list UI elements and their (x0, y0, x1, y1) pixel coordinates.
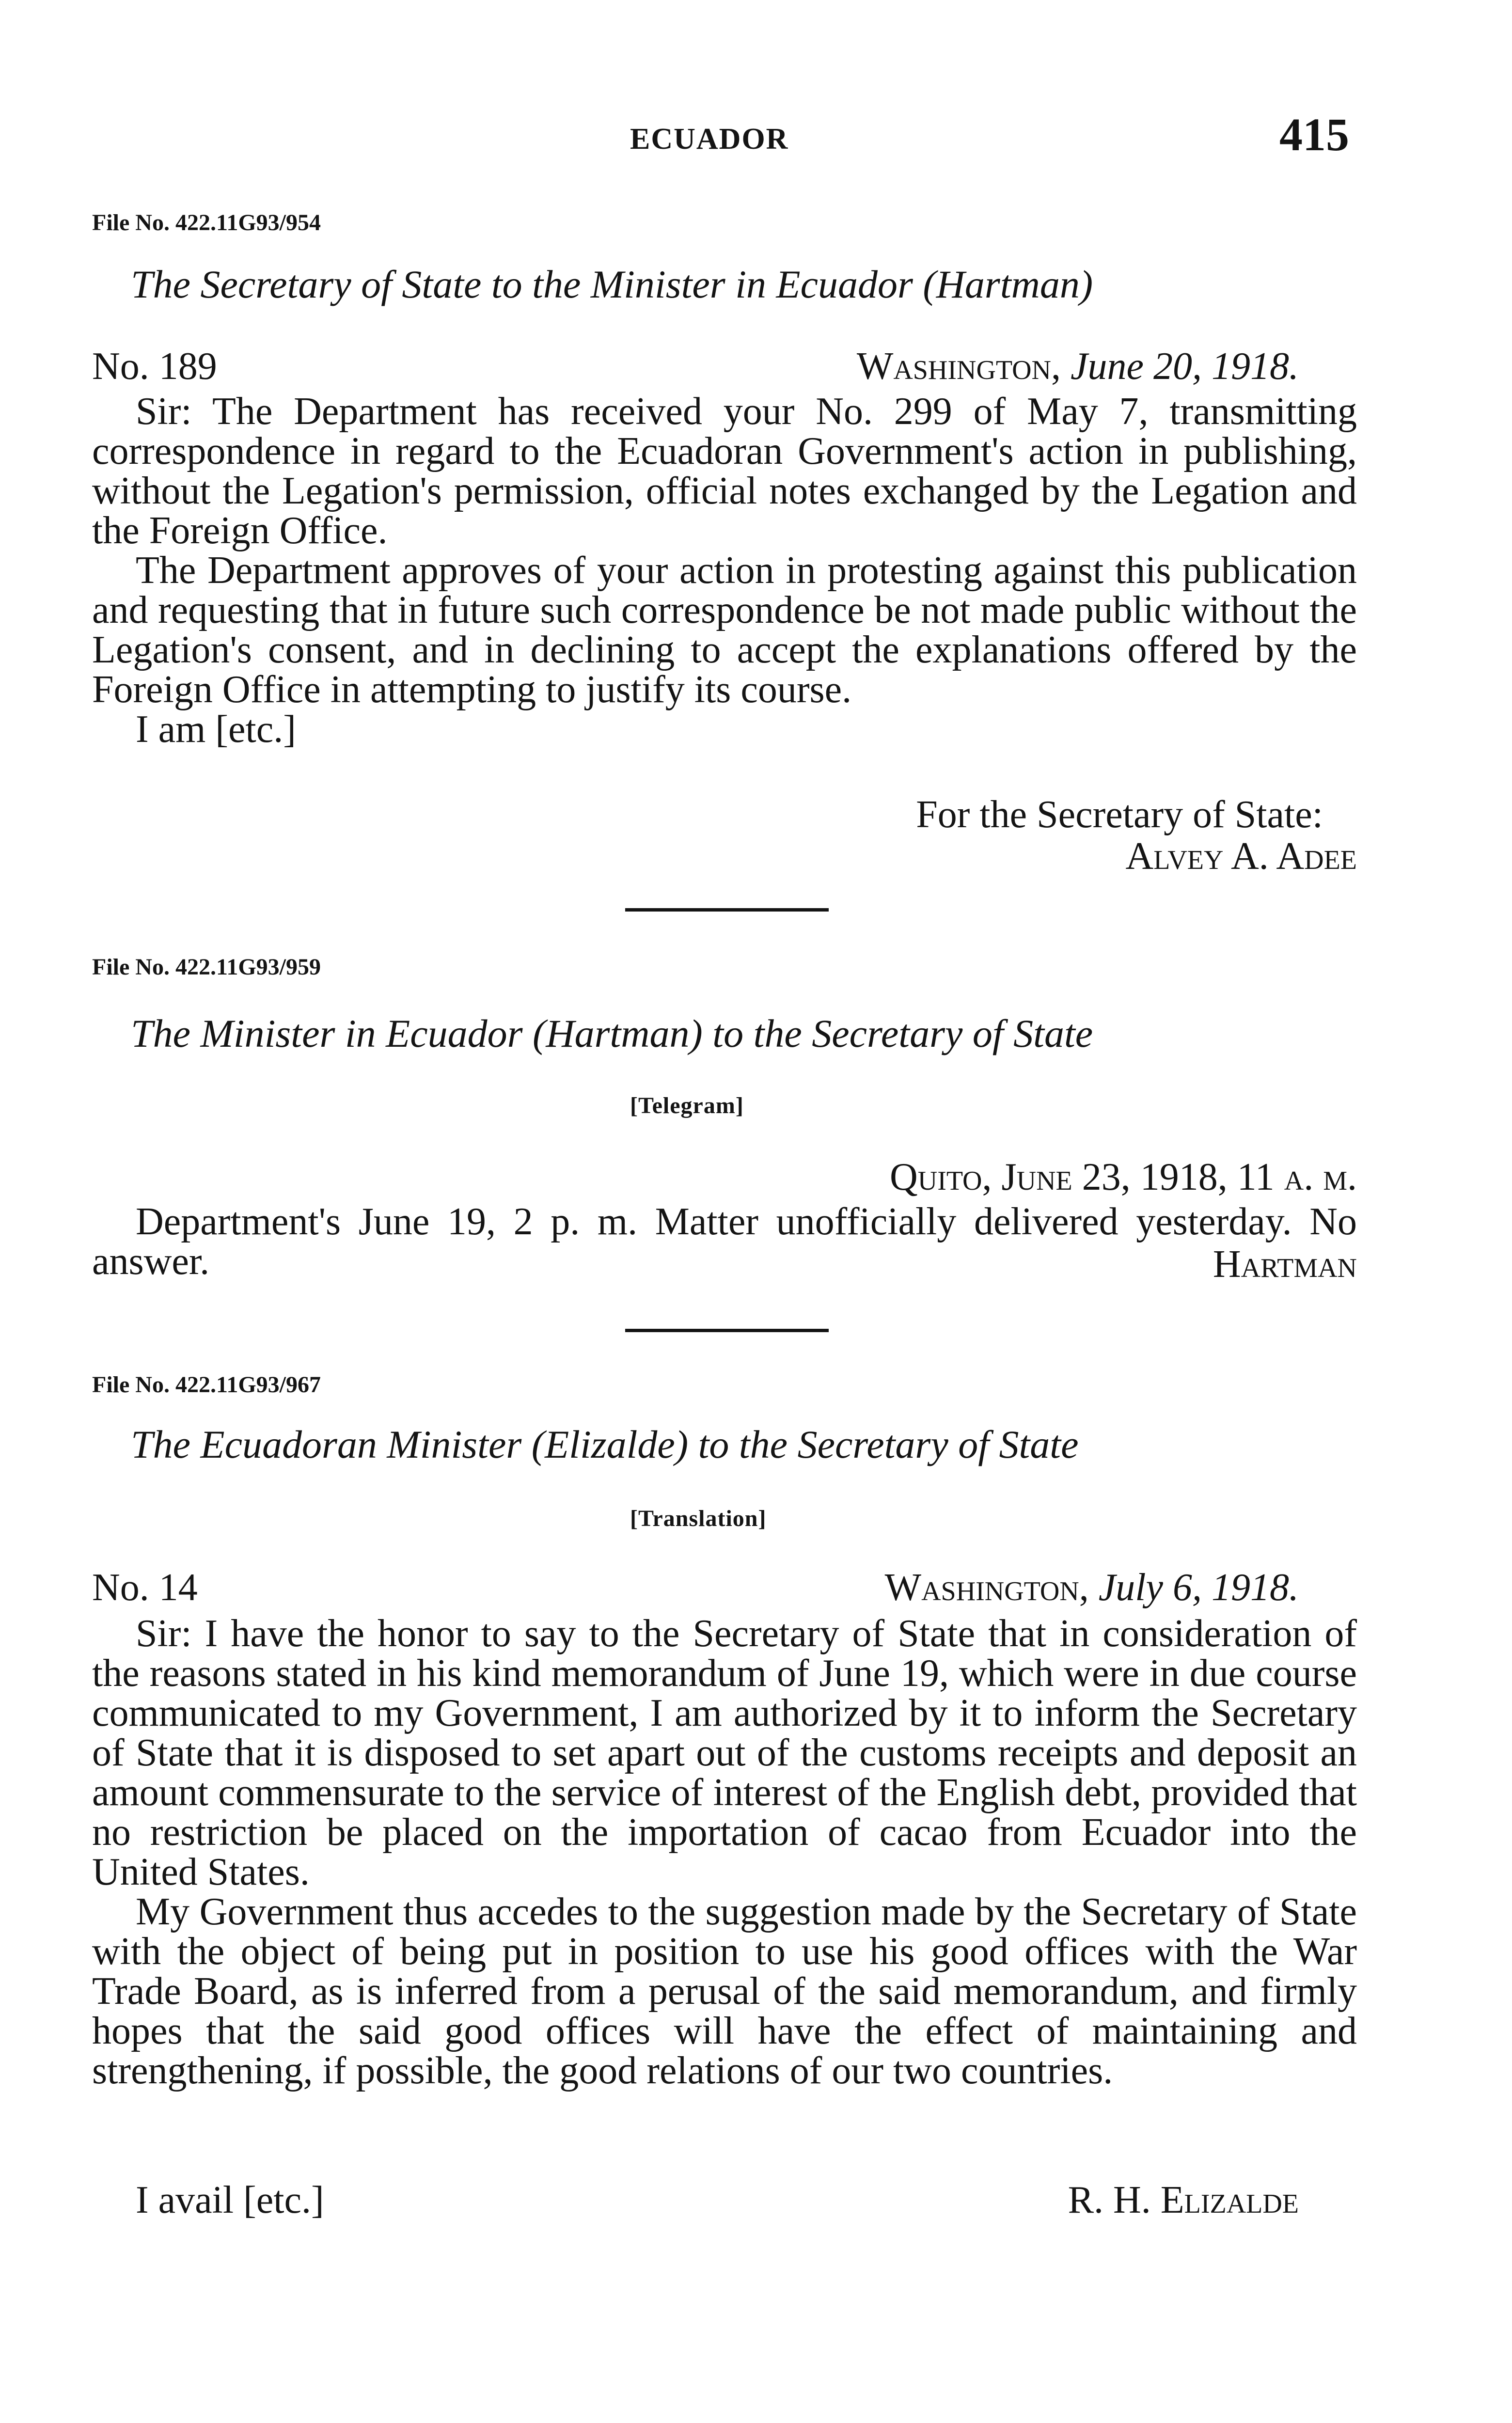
closing: I am [etc.] (136, 708, 296, 751)
letter-body (92, 392, 1357, 749)
closing: I avail [etc.] (136, 2179, 324, 2221)
closing-row (92, 2181, 1357, 2219)
running-header: ECUADOR (630, 123, 789, 156)
signature: R. H. Elizalde (1068, 2179, 1299, 2221)
letter-number: No. 189 (92, 345, 217, 388)
dateline: Quito, June 23, 1918, 11 a. m. (890, 1156, 1357, 1198)
body-paragraph: Sir: The Department has received your No. 299 of May 7, transmitting correspondence in regard to the Ecuadoran Government's action in publishing, without the Legation's permission, official notes exchanged by the Legation and the Foreign Office. (92, 390, 1357, 552)
dateline-place: Washington, (884, 1566, 1089, 1609)
letter-number-dateline (92, 1568, 1357, 1607)
signoff-line: For the Secretary of State: (916, 793, 1323, 836)
signature: Hartman (1213, 1243, 1357, 1286)
letter-heading: The Secretary of State to the Minister in Ecuador (Hartman) (131, 262, 1093, 306)
page-number: 415 (1279, 109, 1349, 160)
file-number: File No. 422.11G93/959 (92, 954, 321, 980)
file-number: File No. 422.11G93/954 (92, 210, 321, 236)
body-paragraph: The Department approves of your action in protesting against this publication and requesting that in future such correspondence be not made public without the Legation's consent, and in declining to accept the explanations offered by the Foreign Office in attempting to justify its course. (92, 549, 1357, 711)
dateline-place: Washington, (856, 345, 1061, 388)
body-paragraph: Sir: I have the honor to say to the Secretary of State that in consideration of the reasons stated in his kind memorandum of June 19, which were in due course communicated to my Government, I am authorized by it to inform the Secretary of State that it is disposed to set apart out of the customs receipts and deposit an amount commensurate to the service of interest of the English debt, provided that no restriction be placed on the importation of cacao from Ecuador into the United States. (92, 1612, 1357, 1893)
dateline (885, 1568, 1357, 1607)
body-paragraph: My Government thus accedes to the suggestion made by the Secretary of State with the object of being put in position to use his good offices with the War Trade Board, as is inferred from a perusal of the said memorandum, and firmly hopes that the said good offices will have the effect of maintaining and strengthening, if possible, the good relations of our two countries. (92, 1890, 1357, 2092)
letter-number: No. 14 (92, 1566, 198, 1609)
section-divider (625, 908, 829, 912)
dateline-date: July 6, 1918. (1098, 1566, 1299, 1609)
letter-number-dateline (92, 347, 1357, 386)
signature: Alvey A. Adee (1125, 835, 1357, 878)
document-type-note: [Telegram] (630, 1093, 744, 1118)
telegram-body (92, 1202, 1357, 1281)
letter-heading: The Minister in Ecuador (Hartman) to the Secretary of State (131, 1011, 1093, 1055)
letter-body (92, 1614, 1357, 2091)
dateline-date: June 20, 1918. (1070, 345, 1299, 388)
letter-heading: The Ecuadoran Minister (Elizalde) to the Secretary of State (131, 1422, 1079, 1466)
file-number: File No. 422.11G93/967 (92, 1372, 321, 1398)
body-paragraph: Department's June 19, 2 p. m. Matter unofficially delivered yesterday. No answer. (92, 1200, 1357, 1283)
section-divider (625, 1329, 829, 1332)
document-type-note: [Translation] (630, 1506, 767, 1531)
dateline (857, 347, 1357, 386)
